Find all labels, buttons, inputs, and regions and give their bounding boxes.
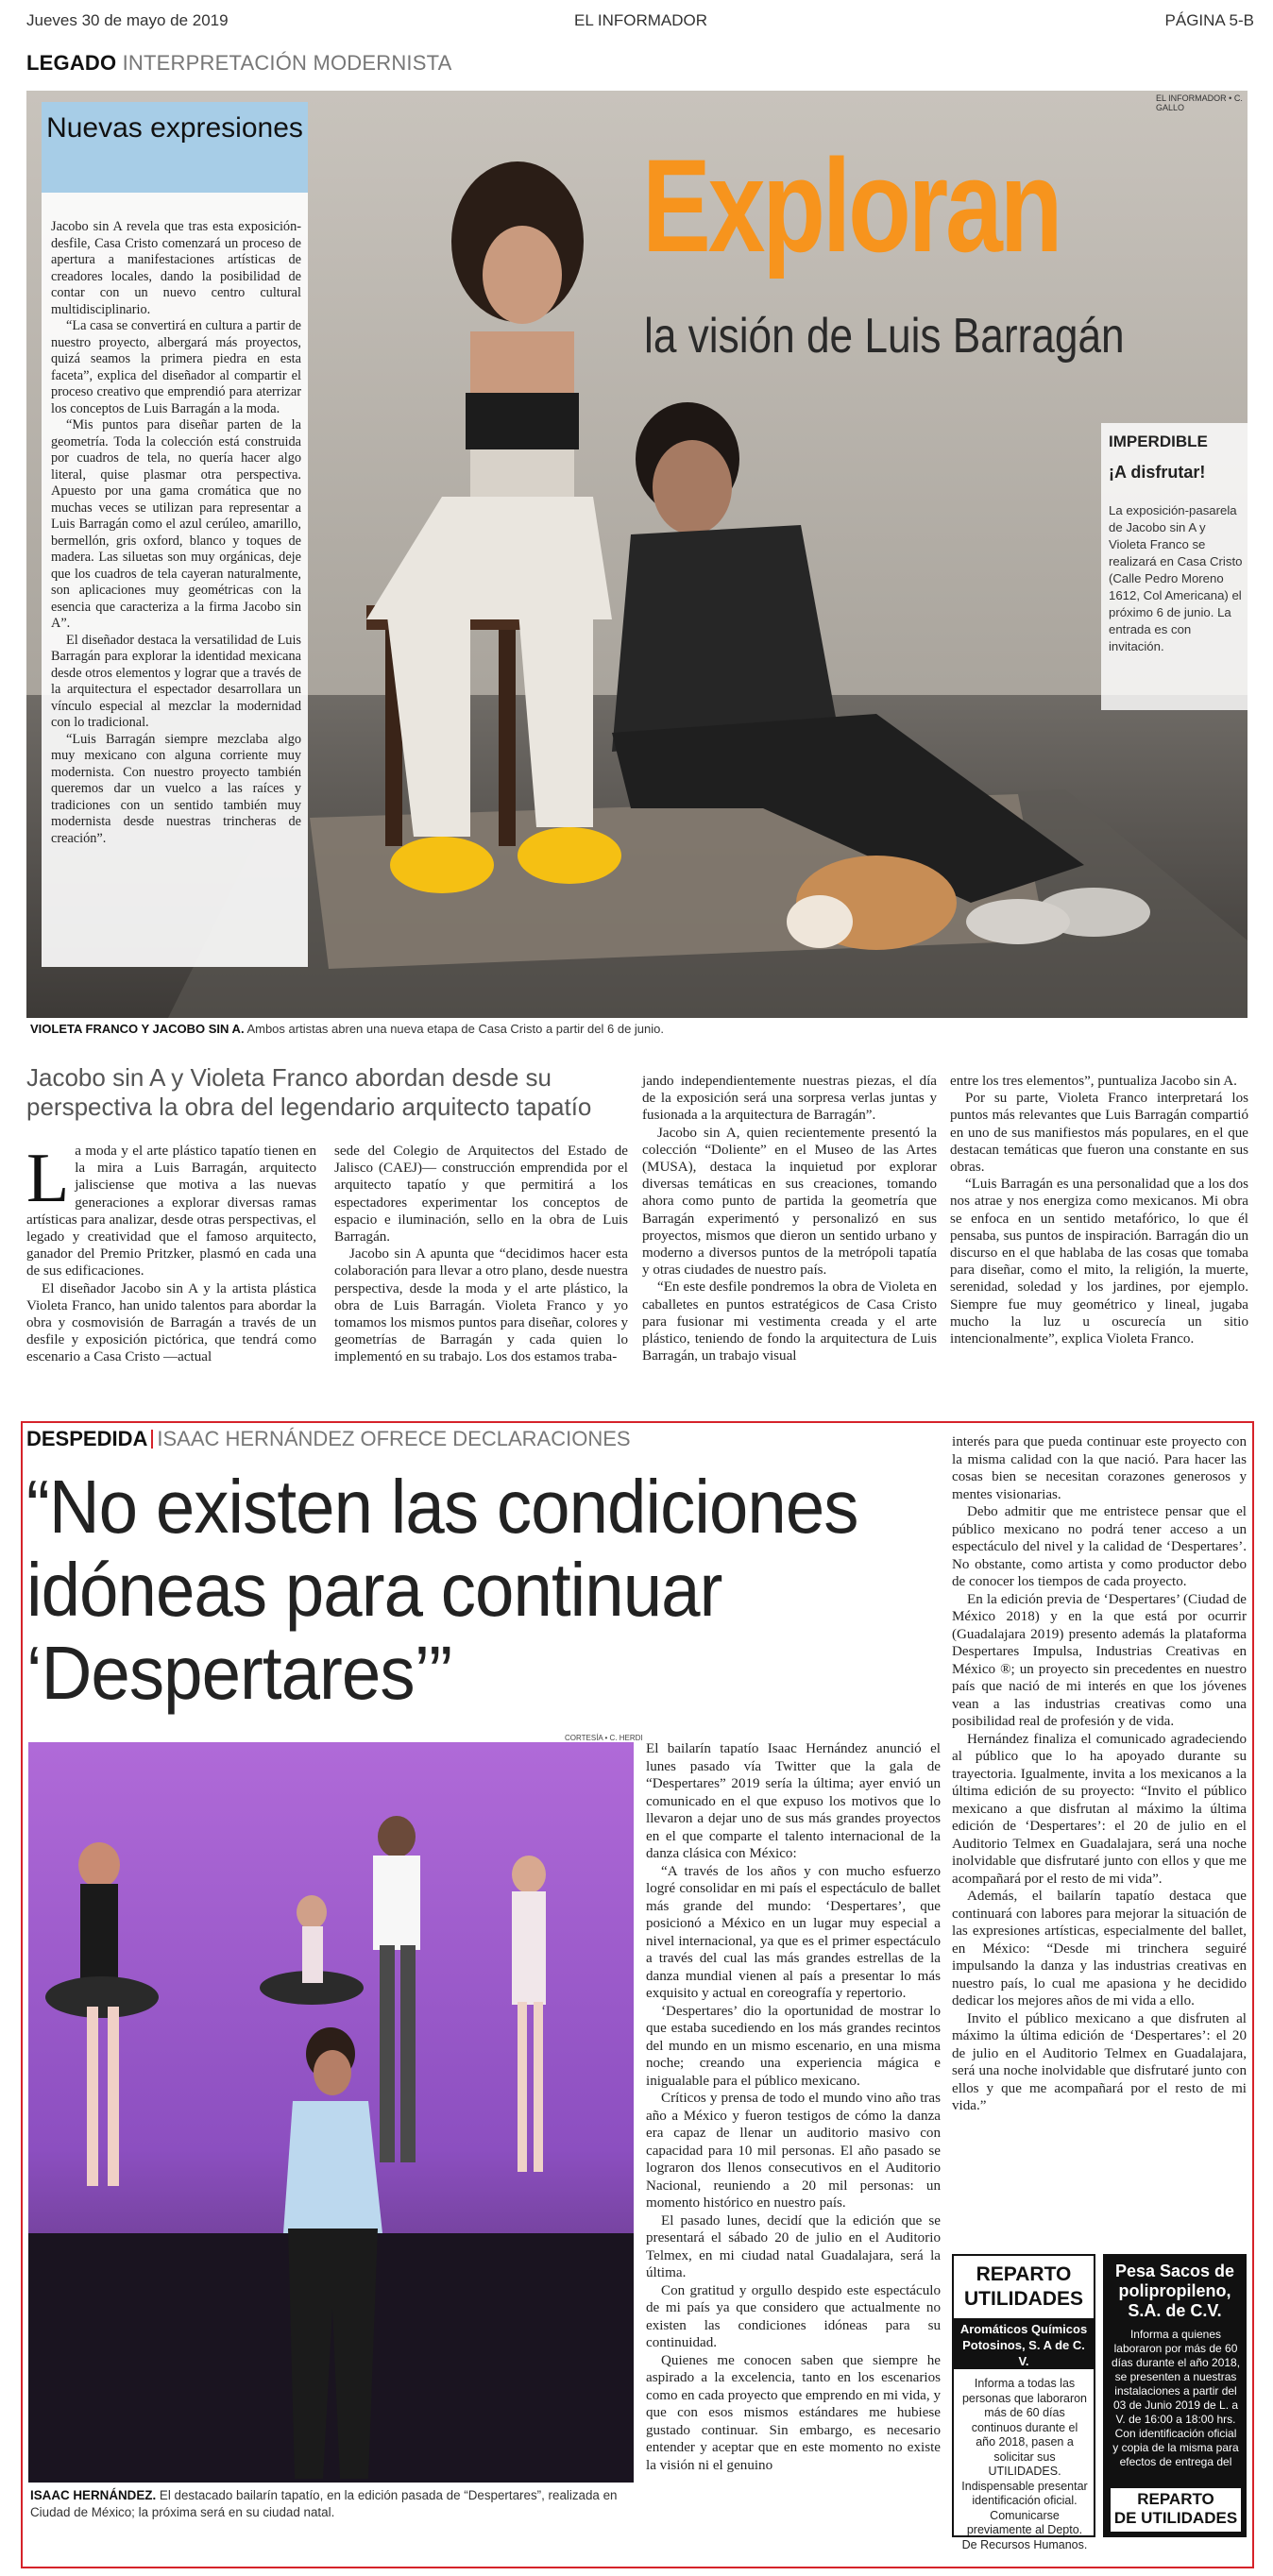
article-paragraph: Además, el bailarín tapatío destaca que continuará con labores para mejorar la situación de las expresiones artísticas, especialmente del ballet, en México: “Desde mi trinchera seguiré impulsando la danza y las industrias creativas en nuestro país, lo cual me apasiona y he decidido dedicar los mejores años de mi vida a ello. <box>952 1889 1247 2008</box>
article2-column-2 <box>952 1433 1247 2115</box>
photo-credit: CORTESÍA • C. HERDI <box>565 1734 643 1742</box>
section-topic: ISAAC HERNÁNDEZ OFRECE DECLARACIONES <box>157 1427 631 1450</box>
section-tag: LEGADO <box>26 51 117 75</box>
ad-title: Pesa Sacos de polipropileno, S.A. de C.V. <box>1114 2262 1235 2320</box>
sidebar-paragraph: “La casa se convertirá en cultura a partir de nuestro proyecto, albergará más proyectos, quizá seamos la primera piedra en esta faceta”, explica del diseñador al compartir el proceso creativo que emprendió para aterrizar los conceptos de Luis Barragán a la moda. <box>51 318 301 416</box>
photo-caption <box>30 1022 664 1036</box>
info-box-text: La exposición-pasarela de Jacobo sin A y Violeta Franco se realizará en Casa Cristo (Calle Pedro Moreno 1612, Col Americana) el próximo 6 de junio. La entrada es con invitación. <box>1109 503 1243 653</box>
article-paragraph: Jacobo sin A, quien recientemente presentó la colección “Doliente” en el Museo de las Artes (MUSA), destaca la inquietud por explorar diversas temáticas en sus creaciones, tomando ahora como punto de partida la geometría que Barragán experimentó y personalizó en sus proyectos, mismos que dieron un sentido urbano y moderno a diversos puntos de la metrópoli tapatía y otras ciudades de nuestro país. <box>642 1125 937 1279</box>
article-paragraph: El pasado lunes, decidí que la edición que se presentará el sábado 20 de julio en el Auditorio Telmex, en mi ciudad natal Guadalajara, será la última. <box>646 2212 941 2280</box>
article-paragraph: “En este desfile pondremos la obra de Violeta en caballetes en puntos estratégicos de Casa Cristo para fusionar mi vestimenta creada y el arte plástico, teniendo de fondo la arquitectura de Luis Barragán, un trabajo visual <box>642 1280 937 1364</box>
photo-caption <box>30 2487 635 2521</box>
feature-subhead: la visión de Luis Barragán <box>644 309 1125 364</box>
article-paragraph: Invito el público mexicano a que disfruten al máximo la última edición de ‘Despertares’: el 20 de julio en el Auditorio Telmex en Guadalajara, será una noche inolvidable que disfrutaré junto con ellos y que me acompañará por el resto de mi vida.” <box>952 2010 1247 2113</box>
section-divider <box>151 1430 153 1449</box>
ballet-photo <box>28 1742 634 2483</box>
section-tag: DESPEDIDA <box>26 1427 148 1450</box>
article-paragraph: Con gratitud y orgullo despido este espectáculo de mi país ya que considero que actualmente no existen las condiciones idóneas para su continuidad. <box>646 2282 941 2350</box>
drop-cap: L <box>26 1140 70 1217</box>
sidebar-text <box>51 219 301 847</box>
ad-body: Informa a quienes laboraron por más de 60 días durante el año 2018, se presenten a nuestras instalaciones a partir del 03 de Junio 2019 de L. a V. de 16:00 a 18:00 hrs. Con identificación oficial y copia de la misma para efectos de entrega del <box>1111 2328 1241 2468</box>
article-paragraph: Hernández finaliza el comunicado agradeciendo al público que lo ha apoyado durante su trayectoria. Igualmente, invita a los mexicanos a la última edición de su proyecto: “Invito el público mexicano a que disfrutan al máximo la última edición de ‘Despertares’: el 20 de julio en el Auditorio Telmex en Guadalajara, será una noche inolvidable que disfrutaré junto con ellos y que me acompañará por el resto de mi vida”. <box>952 1731 1247 1887</box>
ad-title: UTILIDADES <box>964 2288 1083 2310</box>
sidebar-title: Nuevas expresiones <box>46 112 303 144</box>
ad-footer-line: DE UTILIDADES <box>1113 2509 1238 2527</box>
section-label <box>26 1427 631 1451</box>
article-paragraph: Debo admitir que me entristece pensar que el público mexicano no podrá tener acceso a un espectáculo del nivel y la calidad de ‘Despertares’. No obstante, como artista y como productor debo de conocer los tiempos de cada proyecto. <box>952 1504 1247 1589</box>
newspaper-name: EL INFORMADOR <box>574 11 708 29</box>
article-paragraph: Críticos y prensa de todo el mundo vino año tras año a México y fueron testigos de cómo la danza era capaz de llenar un auditorio masivo con capacidad para 10 mil personas. El año pasado se lograron dos llenos consecutivos en el Auditorio Nacional, reuniendo a 20 mil personas: un momento histórico en nuestro país. <box>646 2091 941 2211</box>
sidebar-paragraph: “Luis Barragán siempre mezclaba algo muy mexicano con alguna corriente muy modernista. Con nuestro proyecto también queremos dar un vuelco a las raíces y tradiciones con un sentido también muy modernista desde nuestras trincheras de creación”. <box>51 731 301 846</box>
article2-column-1 <box>646 1740 941 2474</box>
classified-ad-pesa-sacos <box>1103 2254 1247 2537</box>
article-paragraph: ‘Despertares’ dio la oportunidad de mostrar lo que estaba sucediendo en los más grandes recintos del mundo en un mismo escenario, en una misma noche; creando una experiencia mágica e inigualable para el público mexicano. <box>646 2003 941 2089</box>
page-header <box>26 11 1254 34</box>
info-box-title: IMPERDIBLE <box>1109 432 1208 450</box>
article-paragraph: Jacobo sin A apunta que “decidimos hacer esta colaboración para llevar a otro plano, desde nuestra perspectiva, desde la moda y el arte plástico, la obra de Luis Barragán. Violeta Franco y yo tomamos los mismos puntos para diseñar, colores y geometrías de Barragán y cada quien lo implementó en su trabajo. Los dos estamos traba- <box>334 1246 628 1365</box>
article-column-4 <box>950 1073 1248 1347</box>
article-paragraph: En la edición previa de ‘Despertares’ (Ciudad de México 2018) y en la que está por ocurrir (Guadalajara 2019) presento además la plataforma Despertares Impulsa, Industrias Creativas en México ®; un proyecto sin precedentes en nuestro país que nació de mi interés en que los jóvenes vean a las industrias creativas como una posibilidad real de profesión y de vida. <box>952 1591 1247 1729</box>
ad-title: REPARTO <box>976 2263 1072 2285</box>
photo-credit: EL INFORMADOR • C. GALLO <box>1156 93 1243 112</box>
section-label <box>26 51 452 76</box>
sidebar-paragraph: “Mis puntos para diseñar parten de la geometría. Toda la colección está construida por cuadros de tela, no quería hacer algo literal, quise plasmar otra perspectiva. Apuesto por una gama cromática que no muchas veces se utilizan para representar a Luis Barragán como el azul cerúleo, amarillo, bermellón, gris oxford, blanco y toques de madera. Las siluetas son muy orgánicas, deje que los cuadros de tela cayeran naturalmente, son aplicaciones muy geométricas con la esencia que caracteriza a la firma Jacobo sin A”. <box>51 417 301 631</box>
article-column-2 <box>334 1143 628 1366</box>
article-paragraph: El bailarín tapatío Isaac Hernández anunció el lunes pasado vía Twitter que la gala de “Despertares” 2019 sería la última; ayer envió un comunicado en el que expuso los motivos que lo llevaron a dejar uno de sus más grandes proyectos en el que comparte el talento internacional de la danza clásica con México: <box>646 1741 941 1861</box>
caption-names: ISAAC HERNÁNDEZ. <box>30 2488 157 2502</box>
sidebar-paragraph: El diseñador destaca la versatilidad de Luis Barragán para explorar la identidad mexicana desde otros elementos y lograr que a través de la arquitectura el espectador desarrollara un vínculo especial al mezclar la modernidad con lo tradicional. <box>51 632 301 730</box>
article-paragraph: jando independientemente nuestras piezas, el día de la exposición será una sorpresa verlas juntas y fusionada a la arquitectura de Barragán”. <box>642 1074 937 1124</box>
article-paragraph: Quienes me conocen saben que siempre he aspirado a la excelencia, tanto en los escenarios como en cada proyecto que emprendo en mi vida, y que con esos mismos estándares me hubiese gustado continuar. Sin embargo, es necesario entender y aceptar que en este momento no existe la visión ni el genuino <box>646 2352 941 2473</box>
article-paragraph: “A través de los años y con mucho esfuerzo logré consolidar en mi país el espectáculo de ballet más grande del mundo: ‘Despertares’, que posicionó a México en un lugar muy especial a nivel internacional, ya que es el primer espectáculo a través del cual las más grandes estrellas de la danza mundial vienen al país a presentar lo más exquisito y actual en coreografía y repertorio. <box>646 1863 941 2001</box>
article-paragraph: entre los tres elementos”, puntualiza Jacobo sin A. <box>950 1074 1237 1089</box>
ad-footer <box>1111 2488 1241 2532</box>
classified-ad-reparto <box>952 2254 1095 2551</box>
article-paragraph: El diseñador Jacobo sin A y la artista plástica Violeta Franco, han unido talentos para abordar la obra y cosmovisión de Barragán a través de un desfile y exposición pictórica, que tendrá como escenario a Casa Cristo —actual <box>26 1280 316 1365</box>
article-paragraph: interés para que pueda continuar este proyecto con la misma calidad con la que nació. Para hacer las cosas bien se necesitan corazones generosos y mentes visionarias. <box>952 1434 1247 1502</box>
info-box-subtitle: ¡A disfrutar! <box>1109 463 1206 482</box>
caption-text: Ambos artistas abren una nueva etapa de Casa Cristo a partir del 6 de junio. <box>244 1022 664 1036</box>
article-text: a moda y el arte plástico tapatío tienen en la mira a Luis Barragán, arquitecto jalisciense que motiva a las nuevas generaciones a explorar diversas ramas artísticas para analizar, desde otras perspectivas, el legado y creatividad que el famoso arquitecto, ganador del Premio Pritzker, plasmó en cada una de sus edificaciones. <box>26 1144 316 1280</box>
caption-text: El destacado bailarín tapatío, en la edición pasada de “Despertares”, realizada en Ciudad de México; la próxima será en su ciudad natal. <box>30 2488 618 2519</box>
ad-body: Informa a todas las personas que laboraron más de 60 días continuos durante el año 2018, pasen a solicitar sus UTILIDADES. Indispensable presentar identificación oficial. Comunicarse previamente al Depto. De Recursos Humanos. <box>961 2377 1088 2551</box>
page-number: PÁGINA 5-B <box>1164 11 1254 29</box>
page-date: Jueves 30 de mayo de 2019 <box>26 11 229 29</box>
ad-company: Aromáticos Químicos Potosinos, S. A de C. V. <box>954 2318 1094 2369</box>
ad-footer-line: REPARTO <box>1137 2490 1214 2508</box>
sidebar-paragraph: Jacobo sin A revela que tras esta exposición-desfile, Casa Cristo comenzará un proceso de apertura a manifestaciones artísticas de creadores locales, dando la posibilidad de contar con un nuevo centro cultural multidisciplinario. <box>51 219 301 317</box>
article-paragraph: Por su parte, Violeta Franco interpretará los puntos más relevantes que Luis Barragán compartió en uno de sus manifiestos más populares, en el que destacan temáticas que fueron una constante en sus obras. <box>950 1091 1248 1176</box>
feature-headline: Exploran <box>642 131 1061 280</box>
info-box <box>1101 423 1248 710</box>
ballet-photo-illustration <box>28 1742 634 2483</box>
article-headline: “No existen las condiciones idóneas para continuar ‘Despertares’” <box>26 1465 858 1715</box>
article-paragraph: sede del Colegio de Arquitectos del Estado de Jalisco (CAEJ)— construcción emprendida por el arquitecto tapatío y que permitirá a los espectadores experimentar los conceptos de espacio e iluminación, sello en la obra de Luis Barragán. <box>334 1144 628 1246</box>
caption-names: VIOLETA FRANCO Y JACOBO SIN A. <box>30 1022 245 1036</box>
section-topic: INTERPRETACIÓN MODERNISTA <box>122 51 452 75</box>
article-deck: Jacobo sin A y Violeta Franco abordan desde su perspectiva la obra del legendario arquitecto tapatío <box>26 1063 592 1121</box>
article-column-1 <box>26 1140 316 1366</box>
article-column-3 <box>642 1073 937 1364</box>
sidebar-header <box>42 102 308 193</box>
article-paragraph <box>26 1140 316 1280</box>
article-paragraph: “Luis Barragán es una personalidad que a los dos nos atrae y nos energiza como mexicanos. Mi obra se enfoca en un sentido metafórico, lo que él pensaba, sus puntos de inspiración. Barragán dio un discurso en el que hablaba de las cosas que tomaba para diseñar, como el mito, la religión, la muerte, serenidad, soledad y los jardines, por ejemplo. Siempre fue muy geométrico y lineal, jugaba mucho la luz u oscurecía un sitio intencionalmente”, explica Violeta Franco. <box>950 1177 1248 1347</box>
sidebar-box <box>42 102 308 967</box>
